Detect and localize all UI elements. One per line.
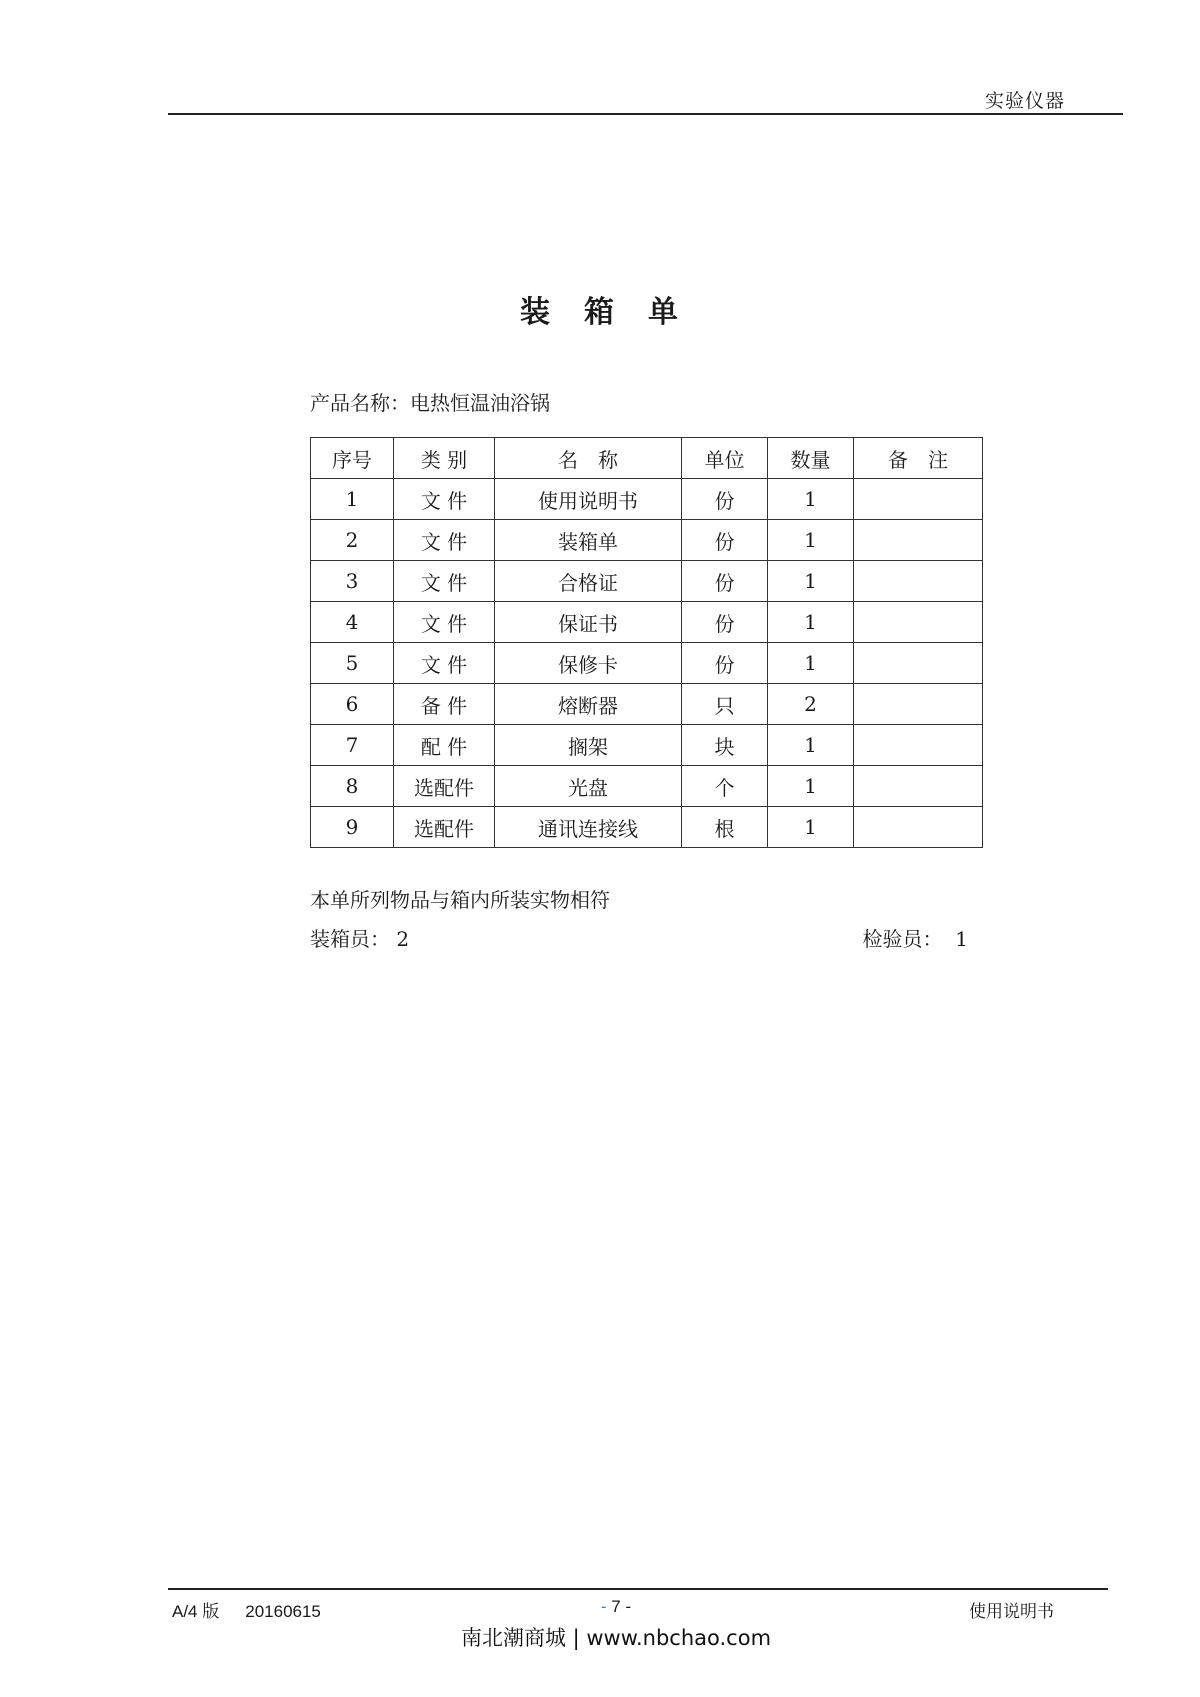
cell-unit: 份	[682, 479, 768, 520]
cell-seq: 1	[311, 479, 394, 520]
packer-value: 2	[396, 927, 410, 951]
cell-name: 装箱单	[495, 520, 682, 561]
cell-qty: 1	[768, 643, 854, 684]
product-name: 电热恒温油浴锅	[410, 391, 550, 415]
cell-seq: 8	[311, 766, 394, 807]
inspector-value: 1	[955, 927, 968, 951]
table-header-row	[311, 438, 983, 479]
product-line	[310, 387, 550, 416]
footer-date: 20160615	[245, 1602, 321, 1621]
cell-qty: 1	[768, 520, 854, 561]
cell-seq: 4	[311, 602, 394, 643]
cell-name: 通讯连接线	[495, 807, 682, 848]
header-title: 实验仪器	[984, 90, 1065, 112]
page-dash-right: -	[625, 1597, 632, 1616]
cell-note	[854, 561, 983, 602]
cell-unit: 份	[682, 561, 768, 602]
cell-note	[854, 725, 983, 766]
cell-category: 文 件	[394, 520, 495, 561]
footer-manual: 使用说明书	[969, 1602, 1054, 1622]
cell-name: 使用说明书	[495, 479, 682, 520]
cell-name: 保修卡	[495, 643, 682, 684]
inspector-line	[863, 923, 968, 952]
header-qty: 数量	[768, 438, 854, 479]
table-row	[311, 602, 983, 643]
header-unit: 单位	[682, 438, 768, 479]
cell-unit: 份	[682, 520, 768, 561]
cell-category: 备 件	[394, 684, 495, 725]
cell-category: 配 件	[394, 725, 495, 766]
cell-name: 保证书	[495, 602, 682, 643]
header-category: 类 别	[394, 438, 495, 479]
cell-note	[854, 479, 983, 520]
cell-qty: 1	[768, 602, 854, 643]
cell-unit: 份	[682, 643, 768, 684]
cell-note	[854, 643, 983, 684]
cell-category: 文 件	[394, 602, 495, 643]
cell-name: 熔断器	[495, 684, 682, 725]
footer-divider	[168, 1588, 1108, 1590]
cell-category: 文 件	[394, 643, 495, 684]
cell-note	[854, 766, 983, 807]
cell-seq: 2	[311, 520, 394, 561]
table-row	[311, 807, 983, 848]
page-title: 装 箱 单	[520, 295, 680, 330]
cell-qty: 2	[768, 684, 854, 725]
page-number-value: 7	[611, 1597, 621, 1616]
cell-qty: 1	[768, 479, 854, 520]
header-divider	[168, 113, 1123, 115]
table-row	[311, 561, 983, 602]
site-watermark: 南北潮商城 | www.nbchao.com	[460, 1626, 772, 1650]
cell-unit: 根	[682, 807, 768, 848]
table-row	[311, 520, 983, 561]
header-name: 名 称	[495, 438, 682, 479]
cell-unit: 块	[682, 725, 768, 766]
statement: 本单所列物品与箱内所装实物相符	[310, 888, 610, 912]
page-dash-left: -	[600, 1597, 607, 1616]
inspector-label: 检验员：	[862, 927, 943, 951]
cell-name: 搁架	[495, 725, 682, 766]
packer-line	[310, 923, 409, 952]
cell-seq: 6	[311, 684, 394, 725]
cell-qty: 1	[768, 725, 854, 766]
packer-label: 装箱员：	[310, 927, 390, 951]
table-body	[311, 479, 983, 848]
cell-unit: 个	[682, 766, 768, 807]
cell-note	[854, 684, 983, 725]
product-label: 产品名称：	[310, 391, 410, 415]
table-row	[311, 643, 983, 684]
table-row	[311, 479, 983, 520]
cell-category: 选配件	[394, 807, 495, 848]
cell-seq: 5	[311, 643, 394, 684]
cell-seq: 9	[311, 807, 394, 848]
cell-category: 选配件	[394, 766, 495, 807]
cell-note	[854, 807, 983, 848]
cell-unit: 只	[682, 684, 768, 725]
packing-table	[310, 437, 983, 848]
table-row	[311, 684, 983, 725]
cell-seq: 7	[311, 725, 394, 766]
cell-note	[854, 520, 983, 561]
cell-unit: 份	[682, 602, 768, 643]
footer-edition: A/4 版	[172, 1602, 220, 1621]
table-row	[311, 725, 983, 766]
cell-qty: 1	[768, 561, 854, 602]
cell-qty: 1	[768, 807, 854, 848]
header-seq: 序号	[311, 438, 394, 479]
table-row	[311, 766, 983, 807]
cell-name: 光盘	[495, 766, 682, 807]
cell-name: 合格证	[495, 561, 682, 602]
cell-category: 文 件	[394, 561, 495, 602]
cell-note	[854, 602, 983, 643]
header-note: 备 注	[854, 438, 983, 479]
cell-qty: 1	[768, 766, 854, 807]
cell-category: 文 件	[394, 479, 495, 520]
cell-seq: 3	[311, 561, 394, 602]
